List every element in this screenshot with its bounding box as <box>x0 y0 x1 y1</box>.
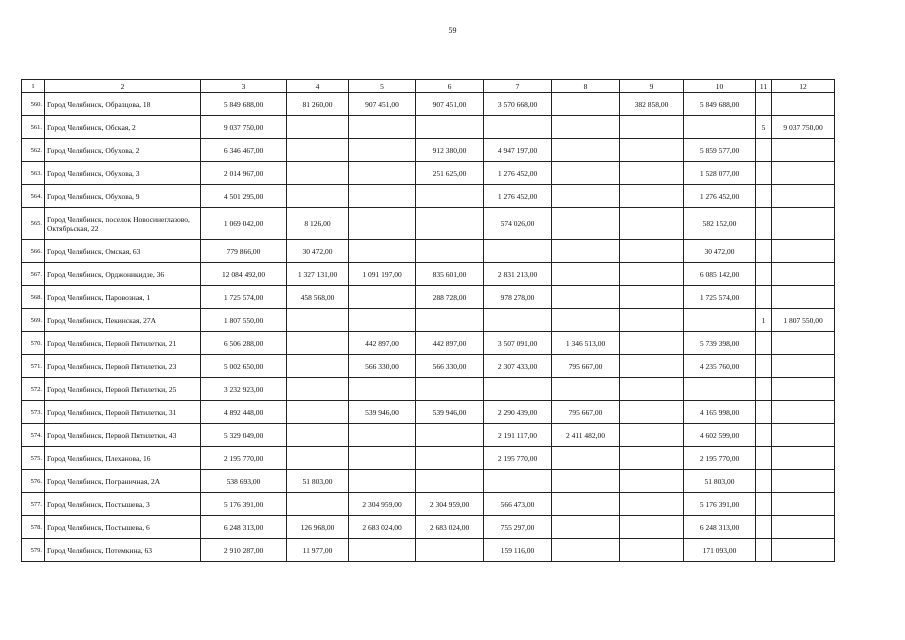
value-cell <box>287 139 349 162</box>
value-cell <box>756 286 772 309</box>
address-cell: Город Челябинск, Пекинская, 27А <box>45 309 201 332</box>
address-cell: Город Челябинск, поселок Новосинеглазово, Октябрьская, 22 <box>45 208 201 240</box>
table-row <box>22 93 835 116</box>
table-row <box>22 470 835 493</box>
address-cell: Город Челябинск, Обухова, 2 <box>45 139 201 162</box>
value-cell: 4 165 998,00 <box>684 401 756 424</box>
value-cell <box>620 286 684 309</box>
value-cell: 2 307 433,00 <box>484 355 552 378</box>
column-header: 9 <box>620 80 684 93</box>
row-number-cell: 563. <box>22 162 45 185</box>
value-cell <box>349 378 416 401</box>
value-cell: 912 380,00 <box>416 139 484 162</box>
address-cell: Город Челябинск, Постышева, 3 <box>45 493 201 516</box>
value-cell <box>287 493 349 516</box>
row-number-cell: 566. <box>22 240 45 263</box>
value-cell <box>756 162 772 185</box>
row-number-cell: 568. <box>22 286 45 309</box>
value-cell <box>484 378 552 401</box>
address-cell: Город Челябинск, Плеханова, 16 <box>45 447 201 470</box>
value-cell <box>772 378 835 401</box>
value-cell <box>287 332 349 355</box>
value-cell <box>756 240 772 263</box>
value-cell <box>772 139 835 162</box>
value-cell: 2 304 959,00 <box>416 493 484 516</box>
value-cell <box>620 332 684 355</box>
value-cell: 2 195 770,00 <box>684 447 756 470</box>
row-number-cell: 578. <box>22 516 45 539</box>
value-cell <box>772 185 835 208</box>
address-cell: Город Челябинск, Омская, 63 <box>45 240 201 263</box>
value-cell: 566 330,00 <box>349 355 416 378</box>
value-cell: 4 892 448,00 <box>201 401 287 424</box>
table-row <box>22 378 835 401</box>
table-row <box>22 116 835 139</box>
value-cell <box>620 401 684 424</box>
value-cell: 30 472,00 <box>684 240 756 263</box>
address-cell: Город Челябинск, Потемкина, 63 <box>45 539 201 562</box>
value-cell <box>772 424 835 447</box>
value-cell: 2 683 024,00 <box>416 516 484 539</box>
value-cell <box>756 208 772 240</box>
table-row <box>22 493 835 516</box>
value-cell: 566 473,00 <box>484 493 552 516</box>
value-cell <box>772 493 835 516</box>
table-row <box>22 139 835 162</box>
address-cell: Город Челябинск, Образцова, 18 <box>45 93 201 116</box>
value-cell: 5 849 688,00 <box>201 93 287 116</box>
value-cell <box>756 139 772 162</box>
value-cell: 2 191 117,00 <box>484 424 552 447</box>
value-cell <box>287 162 349 185</box>
value-cell <box>552 378 620 401</box>
value-cell <box>772 539 835 562</box>
table-row <box>22 516 835 539</box>
table-row <box>22 539 835 562</box>
value-cell <box>684 378 756 401</box>
value-cell <box>287 378 349 401</box>
value-cell: 288 728,00 <box>416 286 484 309</box>
row-number-cell: 577. <box>22 493 45 516</box>
value-cell <box>772 93 835 116</box>
value-cell: 5 329 049,00 <box>201 424 287 447</box>
value-cell <box>552 309 620 332</box>
value-cell <box>756 516 772 539</box>
address-cell: Город Челябинск, Первой Пятилетки, 23 <box>45 355 201 378</box>
value-cell <box>484 470 552 493</box>
value-cell: 11 977,00 <box>287 539 349 562</box>
value-cell: 4 235 760,00 <box>684 355 756 378</box>
value-cell: 5 739 398,00 <box>684 332 756 355</box>
value-cell: 6 248 313,00 <box>684 516 756 539</box>
address-cell: Город Челябинск, Орджоникидзе, 36 <box>45 263 201 286</box>
table-row <box>22 447 835 470</box>
value-cell <box>416 424 484 447</box>
row-number-cell: 574. <box>22 424 45 447</box>
value-cell <box>772 240 835 263</box>
column-header: 8 <box>552 80 620 93</box>
value-cell: 5 <box>756 116 772 139</box>
address-cell: Город Челябинск, Первой Пятилетки, 25 <box>45 378 201 401</box>
value-cell <box>552 116 620 139</box>
value-cell: 1 807 550,00 <box>772 309 835 332</box>
value-cell: 539 946,00 <box>416 401 484 424</box>
value-cell <box>620 493 684 516</box>
value-cell: 458 568,00 <box>287 286 349 309</box>
table-row <box>22 286 835 309</box>
value-cell <box>416 539 484 562</box>
value-cell <box>620 447 684 470</box>
address-cell: Город Челябинск, Первой Пятилетки, 21 <box>45 332 201 355</box>
row-number-cell: 562. <box>22 139 45 162</box>
value-cell <box>772 162 835 185</box>
row-number-cell: 564. <box>22 185 45 208</box>
column-header: 3 <box>201 80 287 93</box>
row-number-cell: 565. <box>22 208 45 240</box>
row-number-cell: 570. <box>22 332 45 355</box>
value-cell: 1 327 131,00 <box>287 263 349 286</box>
value-cell <box>349 139 416 162</box>
value-cell <box>484 309 552 332</box>
column-header: 11 <box>756 80 772 93</box>
value-cell: 1 276 452,00 <box>684 185 756 208</box>
row-number-cell: 571. <box>22 355 45 378</box>
value-cell: 2 683 024,00 <box>349 516 416 539</box>
value-cell <box>620 208 684 240</box>
value-cell: 779 866,00 <box>201 240 287 263</box>
value-cell: 12 084 492,00 <box>201 263 287 286</box>
value-cell: 30 472,00 <box>287 240 349 263</box>
value-cell <box>756 332 772 355</box>
value-cell <box>287 401 349 424</box>
value-cell: 574 026,00 <box>484 208 552 240</box>
value-cell: 5 002 650,00 <box>201 355 287 378</box>
value-cell: 3 507 091,00 <box>484 332 552 355</box>
value-cell <box>756 424 772 447</box>
value-cell <box>756 470 772 493</box>
value-cell <box>772 355 835 378</box>
address-cell: Город Челябинск, Первой Пятилетки, 31 <box>45 401 201 424</box>
value-cell <box>620 240 684 263</box>
value-cell <box>620 116 684 139</box>
value-cell: 538 693,00 <box>201 470 287 493</box>
value-cell: 1 091 197,00 <box>349 263 416 286</box>
value-cell: 6 346 467,00 <box>201 139 287 162</box>
value-cell <box>772 332 835 355</box>
value-cell: 755 297,00 <box>484 516 552 539</box>
value-cell <box>756 378 772 401</box>
value-cell <box>349 309 416 332</box>
value-cell <box>620 309 684 332</box>
table-row <box>22 263 835 286</box>
value-cell <box>620 470 684 493</box>
value-cell <box>349 447 416 470</box>
value-cell <box>349 240 416 263</box>
value-cell <box>552 493 620 516</box>
value-cell <box>756 539 772 562</box>
value-cell <box>772 516 835 539</box>
data-table <box>21 79 835 562</box>
value-cell <box>349 208 416 240</box>
value-cell <box>416 309 484 332</box>
value-cell <box>756 447 772 470</box>
value-cell <box>620 378 684 401</box>
row-number-cell: 575. <box>22 447 45 470</box>
value-cell: 6 085 142,00 <box>684 263 756 286</box>
value-cell: 4 947 197,00 <box>484 139 552 162</box>
value-cell <box>416 447 484 470</box>
value-cell <box>620 424 684 447</box>
value-cell <box>620 185 684 208</box>
value-cell <box>416 116 484 139</box>
value-cell <box>552 447 620 470</box>
value-cell <box>287 185 349 208</box>
value-cell <box>756 493 772 516</box>
value-cell: 1 725 574,00 <box>201 286 287 309</box>
value-cell <box>552 162 620 185</box>
table-row <box>22 309 835 332</box>
column-header: 7 <box>484 80 552 93</box>
value-cell: 51 803,00 <box>684 470 756 493</box>
value-cell <box>552 240 620 263</box>
value-cell <box>416 378 484 401</box>
column-header: 2 <box>45 80 201 93</box>
value-cell: 907 451,00 <box>416 93 484 116</box>
value-cell <box>416 185 484 208</box>
address-cell: Город Челябинск, Пограничная, 2А <box>45 470 201 493</box>
value-cell: 159 116,00 <box>484 539 552 562</box>
value-cell: 1 346 513,00 <box>552 332 620 355</box>
value-cell: 382 858,00 <box>620 93 684 116</box>
value-cell <box>287 116 349 139</box>
row-number-cell: 576. <box>22 470 45 493</box>
value-cell: 2 910 287,00 <box>201 539 287 562</box>
value-cell: 1 528 077,00 <box>684 162 756 185</box>
row-number-cell: 569. <box>22 309 45 332</box>
value-cell <box>772 208 835 240</box>
value-cell <box>484 240 552 263</box>
table-row <box>22 424 835 447</box>
value-cell: 2 831 213,00 <box>484 263 552 286</box>
value-cell <box>552 263 620 286</box>
address-cell: Город Челябинск, Обухова, 3 <box>45 162 201 185</box>
value-cell: 81 260,00 <box>287 93 349 116</box>
address-cell: Город Челябинск, Обская, 2 <box>45 116 201 139</box>
value-cell <box>349 286 416 309</box>
row-number-cell: 560. <box>22 93 45 116</box>
address-cell: Город Челябинск, Обухова, 9 <box>45 185 201 208</box>
value-cell <box>349 116 416 139</box>
value-cell <box>552 139 620 162</box>
value-cell: 1 807 550,00 <box>201 309 287 332</box>
value-cell: 566 330,00 <box>416 355 484 378</box>
value-cell <box>620 539 684 562</box>
value-cell <box>756 185 772 208</box>
value-cell: 1 276 452,00 <box>484 162 552 185</box>
table-row <box>22 162 835 185</box>
address-cell: Город Челябинск, Первой Пятилетки, 43 <box>45 424 201 447</box>
address-cell: Город Челябинск, Постышева, 6 <box>45 516 201 539</box>
value-cell <box>772 470 835 493</box>
value-cell <box>484 116 552 139</box>
value-cell: 978 278,00 <box>484 286 552 309</box>
value-cell <box>552 93 620 116</box>
value-cell <box>349 539 416 562</box>
value-cell: 1 <box>756 309 772 332</box>
row-number-cell: 573. <box>22 401 45 424</box>
table-row <box>22 185 835 208</box>
value-cell: 51 803,00 <box>287 470 349 493</box>
value-cell <box>552 539 620 562</box>
column-header: 1 <box>22 80 45 93</box>
table-row <box>22 208 835 240</box>
value-cell <box>349 185 416 208</box>
value-cell: 1 725 574,00 <box>684 286 756 309</box>
value-cell: 6 506 288,00 <box>201 332 287 355</box>
column-header: 5 <box>349 80 416 93</box>
value-cell <box>552 286 620 309</box>
value-cell <box>620 263 684 286</box>
value-cell: 1 069 042,00 <box>201 208 287 240</box>
value-cell <box>772 401 835 424</box>
page-number: 59 <box>448 26 457 35</box>
value-cell: 126 968,00 <box>287 516 349 539</box>
value-cell: 582 152,00 <box>684 208 756 240</box>
value-cell: 5 176 391,00 <box>684 493 756 516</box>
value-cell <box>552 208 620 240</box>
value-cell: 907 451,00 <box>349 93 416 116</box>
value-cell: 795 667,00 <box>552 355 620 378</box>
value-cell <box>756 401 772 424</box>
value-cell: 251 625,00 <box>416 162 484 185</box>
value-cell: 171 093,00 <box>684 539 756 562</box>
table-row <box>22 332 835 355</box>
value-cell: 4 501 295,00 <box>201 185 287 208</box>
table-row <box>22 240 835 263</box>
value-cell: 2 290 439,00 <box>484 401 552 424</box>
value-cell <box>287 309 349 332</box>
value-cell: 2 195 770,00 <box>201 447 287 470</box>
value-cell <box>416 470 484 493</box>
value-cell <box>756 355 772 378</box>
value-cell: 9 037 750,00 <box>772 116 835 139</box>
value-cell: 2 195 770,00 <box>484 447 552 470</box>
value-cell <box>620 516 684 539</box>
value-cell <box>287 447 349 470</box>
value-cell <box>756 93 772 116</box>
value-cell: 2 411 482,00 <box>552 424 620 447</box>
value-cell: 6 248 313,00 <box>201 516 287 539</box>
address-cell: Город Челябинск, Паровозная, 1 <box>45 286 201 309</box>
value-cell: 5 849 688,00 <box>684 93 756 116</box>
value-cell: 835 601,00 <box>416 263 484 286</box>
value-cell <box>552 185 620 208</box>
value-cell: 4 602 599,00 <box>684 424 756 447</box>
column-header: 10 <box>684 80 756 93</box>
value-cell: 539 946,00 <box>349 401 416 424</box>
value-cell: 442 897,00 <box>416 332 484 355</box>
row-number-cell: 579. <box>22 539 45 562</box>
table-header-row <box>22 80 835 93</box>
value-cell <box>416 208 484 240</box>
value-cell: 795 667,00 <box>552 401 620 424</box>
value-cell <box>772 263 835 286</box>
value-cell <box>756 263 772 286</box>
column-header: 6 <box>416 80 484 93</box>
value-cell <box>287 424 349 447</box>
column-header: 12 <box>772 80 835 93</box>
value-cell <box>349 424 416 447</box>
value-cell: 3 232 923,00 <box>201 378 287 401</box>
value-cell: 3 570 668,00 <box>484 93 552 116</box>
value-cell <box>552 470 620 493</box>
value-cell <box>349 162 416 185</box>
row-number-cell: 567. <box>22 263 45 286</box>
value-cell <box>552 516 620 539</box>
column-header: 4 <box>287 80 349 93</box>
row-number-cell: 561. <box>22 116 45 139</box>
value-cell: 5 176 391,00 <box>201 493 287 516</box>
value-cell: 1 276 452,00 <box>484 185 552 208</box>
table-row <box>22 401 835 424</box>
value-cell <box>416 240 484 263</box>
value-cell <box>772 286 835 309</box>
value-cell: 2 014 967,00 <box>201 162 287 185</box>
value-cell <box>287 355 349 378</box>
row-number-cell: 572. <box>22 378 45 401</box>
table-row <box>22 355 835 378</box>
value-cell: 2 304 959,00 <box>349 493 416 516</box>
value-cell <box>349 470 416 493</box>
value-cell <box>684 309 756 332</box>
value-cell <box>684 116 756 139</box>
value-cell <box>772 447 835 470</box>
value-cell: 9 037 750,00 <box>201 116 287 139</box>
value-cell <box>620 355 684 378</box>
value-cell: 8 126,00 <box>287 208 349 240</box>
value-cell: 442 897,00 <box>349 332 416 355</box>
value-cell: 5 859 577,00 <box>684 139 756 162</box>
value-cell <box>620 162 684 185</box>
value-cell <box>620 139 684 162</box>
